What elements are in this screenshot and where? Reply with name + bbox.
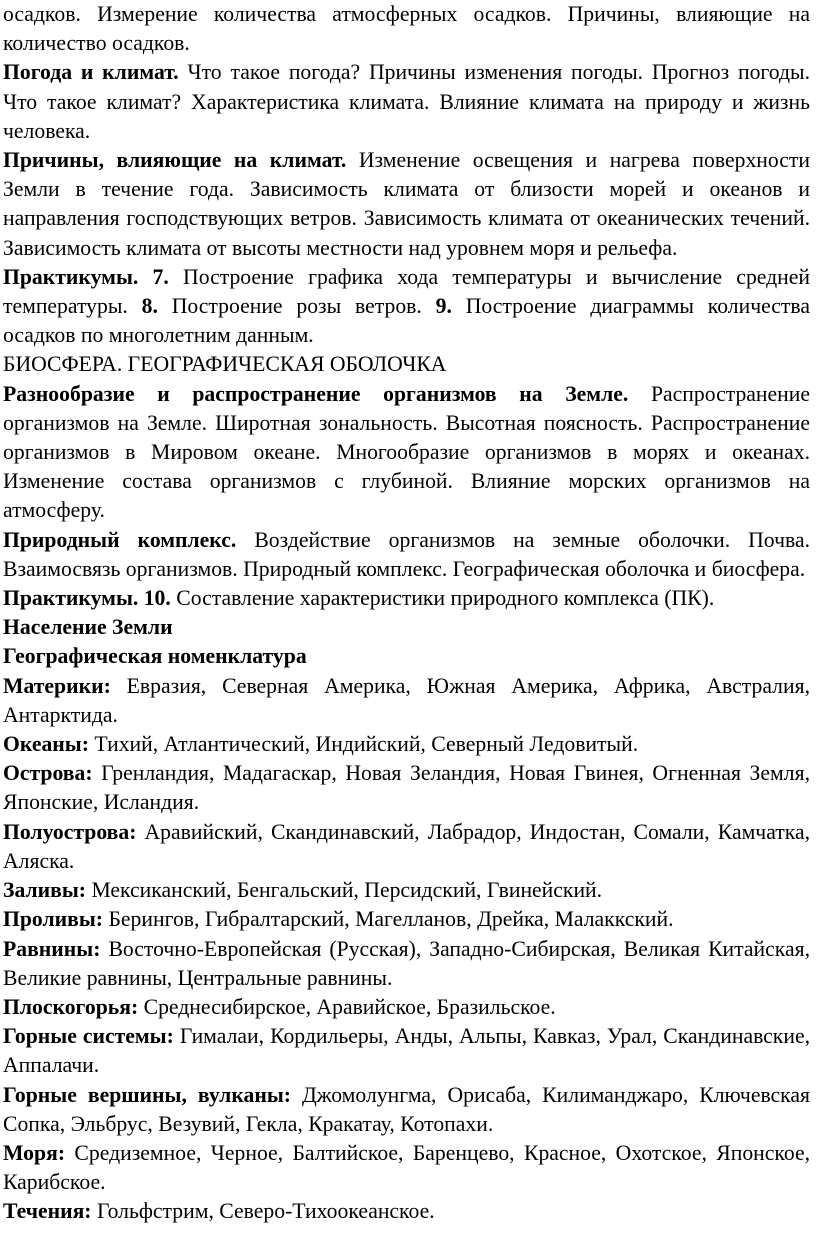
body-text: осадков. Измерение количества атмосферных осадков. Причины, влияющие на количество осадков.	[3, 2, 810, 56]
body-text: Изменение освещения и нагрева поверхности Земли в течение года. Зависимость климата от близости морей и океанов и направления господствующих ветров. Зависимость климата от океанических течений. Зависимость климата от высоты местности над уровнем моря и рельефа.	[3, 148, 810, 260]
body-text: Берингов, Гибралтарский, Магелланов, Дрейка, Малаккский.	[103, 907, 674, 932]
paragraph-seas	[3, 1139, 810, 1197]
bold-label: Острова:	[3, 761, 93, 786]
bold-label: Плоскогорья:	[3, 994, 139, 1019]
bold-label: Моря:	[3, 1140, 66, 1165]
bold-label: Разнообразие и распространение организмов на Земле.	[3, 381, 629, 406]
paragraph-climate-factors	[3, 146, 810, 263]
bold-label: Полуострова:	[3, 819, 137, 844]
body-text: Евразия, Северная Америка, Южная Америка, Африка, Австралия, Антарктида.	[3, 673, 810, 727]
paragraph-population-heading	[3, 613, 810, 642]
paragraph-plateaus	[3, 993, 810, 1022]
body-text: БИОСФЕРА. ГЕОГРАФИЧЕСКАЯ ОБОЛОЧКА	[3, 352, 447, 377]
paragraph-currents	[3, 1197, 810, 1226]
bold-label: Заливы:	[3, 878, 87, 903]
bold-label: Горные системы:	[3, 1024, 174, 1049]
paragraph-mountain-systems	[3, 1022, 810, 1080]
paragraph-biosphere-heading	[3, 350, 810, 379]
body-text: Построение графика хода температуры и вычисление средней температуры.	[3, 264, 810, 319]
body-text: Аравийский, Скандинавский, Лабрадор, Индостан, Сомали, Камчатка, Аляска.	[3, 819, 810, 873]
paragraph-practicum-10	[3, 584, 810, 613]
body-text: Гималаи, Кордильеры, Анды, Альпы, Кавказ, Урал, Скандинавские, Аппалачи.	[3, 1024, 810, 1078]
paragraph-natural-complex	[3, 526, 810, 584]
paragraph-peaks-volcanoes	[3, 1081, 810, 1139]
bold-label: Природный комплекс.	[3, 527, 237, 552]
paragraph-organisms-diversity	[3, 380, 810, 526]
paragraph-weather-climate	[3, 58, 810, 146]
body-text: Воздействие организмов на земные оболочки. Почва. Взаимосвязь организмов. Природный комплекс. Географическая оболочка и биосфера.	[3, 527, 811, 581]
paragraph-straits	[3, 905, 810, 934]
body-text: Тихий, Атлантический, Индийский, Северный Ледовитый.	[88, 732, 639, 757]
paragraph-practicums-7-9	[3, 263, 810, 351]
bold-label: Равнины:	[3, 936, 101, 961]
body-text: Гренландия, Мадагаскар, Новая Зеландия, Новая Гвинея, Огненная Земля, Японские, Исландия.	[3, 761, 810, 815]
bold-label: 8.	[141, 294, 158, 319]
bold-label: Причины, влияющие на климат.	[3, 148, 347, 173]
body-text: Распространение организмов на Земле. Широтная зональность. Высотная поясность. Распространение организмов в Мировом океане. Многообразие организмов в морях и океанах. Изменение состава организмов с глубиной. Влияние морских организмов на атмосферу.	[3, 381, 810, 523]
body-text: Среднесибирское, Аравийское, Бразильское.	[138, 994, 556, 1019]
bold-label: Погода и климат.	[3, 60, 179, 85]
body-text: Гольфстрим, Северо-Тихоокеанское.	[91, 1199, 435, 1224]
paragraph-oceans	[3, 730, 810, 759]
paragraph-precipitation-tail	[3, 0, 810, 58]
body-text: Восточно-Европейская (Русская), Западно-Сибирская, Великая Китайская, Великие равнины, Центральные равнины.	[3, 936, 810, 990]
bold-label: Население Земли	[3, 615, 173, 640]
bold-label: Проливы:	[3, 907, 104, 932]
paragraph-gulfs	[3, 876, 810, 905]
paragraph-nomenclature-heading	[3, 642, 810, 671]
bold-label: Практикумы. 10.	[3, 586, 171, 611]
bold-label: Практикумы. 7.	[3, 264, 169, 289]
bold-label: Географическая номенклатура	[3, 644, 307, 669]
bold-label: Материки:	[3, 673, 111, 698]
bold-label: Горные вершины, вулканы:	[3, 1082, 292, 1107]
paragraph-plains	[3, 935, 810, 993]
body-text: Построение розы ветров.	[157, 294, 436, 319]
body-text: Средиземное, Черное, Балтийское, Баренцево, Красное, Охотское, Японское, Карибское.	[3, 1140, 810, 1195]
body-text: Что такое погода? Причины изменения погоды. Прогноз погоды. Что такое климат? Характеристика климата. Влияние климата на природу и жизнь человека.	[3, 60, 811, 143]
body-text: Построение диаграммы количества осадков по многолетним данным.	[3, 294, 810, 348]
body-text: Джомолунгма, Орисаба, Килиманджаро, Ключевская Сопка, Эльбрус, Везувий, Гекла, Кракатау, Котопахи.	[3, 1082, 810, 1136]
body-text: Составление характеристики природного комплекса (ПК).	[170, 586, 715, 611]
bold-label: Океаны:	[3, 732, 89, 757]
bold-label: Течения:	[3, 1199, 92, 1224]
paragraph-islands	[3, 759, 810, 817]
paragraph-continents	[3, 672, 810, 730]
body-text: Мексиканский, Бенгальский, Персидский, Гвинейский.	[86, 878, 603, 903]
bold-label: 9.	[435, 294, 452, 319]
paragraph-peninsulas	[3, 818, 810, 876]
